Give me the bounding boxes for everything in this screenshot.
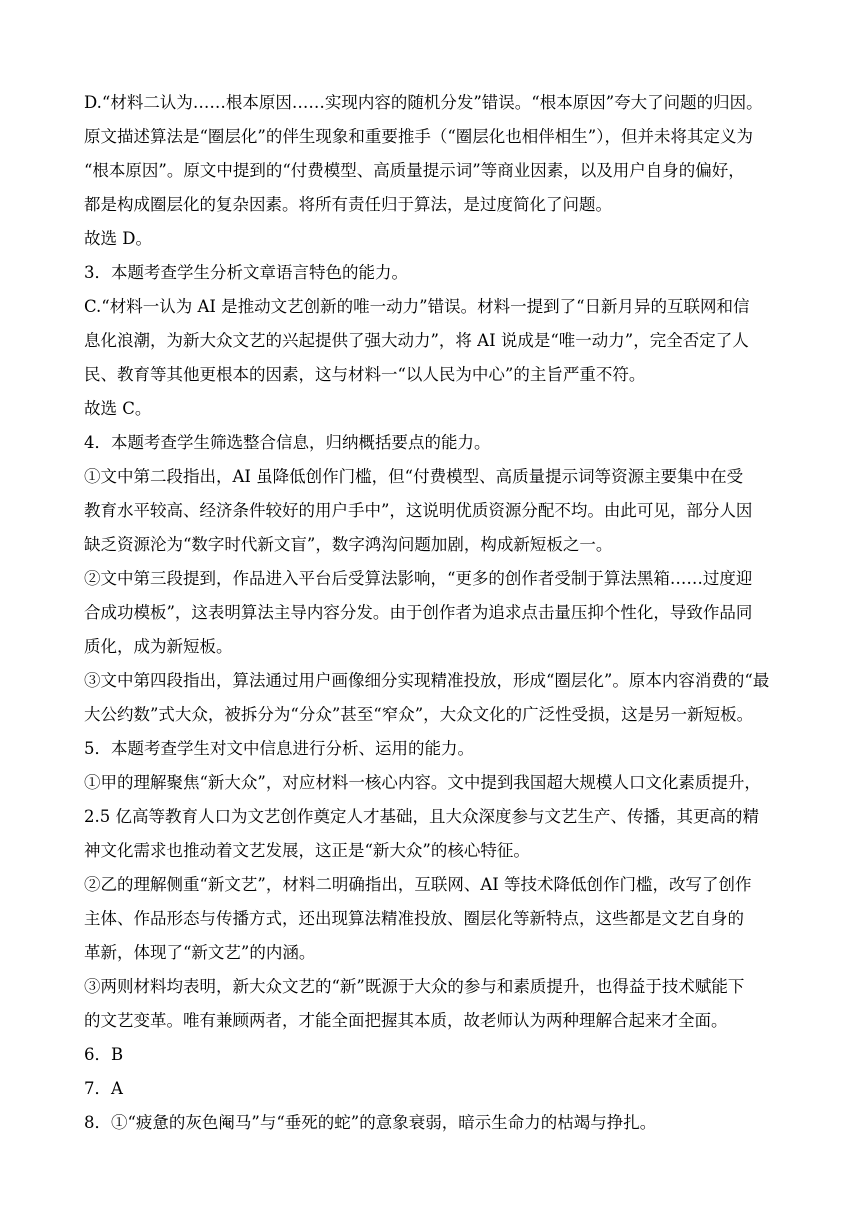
text-line: 2.5 亿高等教育人口为文艺创作奠定人才基础，且大众深度参与文艺生产、传播，其更高的精 xyxy=(84,807,759,826)
text-line: 故选 C。 xyxy=(84,399,152,418)
text-line: 民、教育等其他更根本的因素，这与材料一“以人民为中心”的主旨严重不符。 xyxy=(84,365,646,384)
text-line: 的文艺变革。唯有兼顾两者，才能全面把握其本质，故老师认为两种理解合起来才全面。 xyxy=(84,1011,728,1030)
text-line: 革新，体现了“新文艺”的内涵。 xyxy=(84,943,316,962)
text-line: 原文描述算法是“圈层化”的伴生现象和重要推手（“圈层化也相伴相生”），但并未将其定义为 xyxy=(84,127,753,146)
text-line: C.“材料一认为 AI 是推动文艺创新的唯一动力”错误。材料一提到了“日新月异的互联网和信 xyxy=(84,297,750,316)
text-line: 7．A xyxy=(84,1079,123,1098)
text-line: 都是构成圈层化的复杂因素。将所有责任归于算法，是过度简化了问题。 xyxy=(84,195,612,214)
text-line: “根本原因”。原文中提到的“付费模型、高质量提示词”等商业因素，以及用户自身的偏好， xyxy=(84,161,745,180)
text-line: 大公约数”式大众，被拆分为“分众”甚至“窄众”，大众文化的广泛性受损，这是另一新短板。 xyxy=(84,705,754,724)
text-line: ①文中第二段指出，AI 虽降低创作门槛，但“付费模型、高质量提示词等资源主要集中在受 xyxy=(84,467,744,486)
text-line: 5．本题考查学生对文中信息进行分析、运用的能力。 xyxy=(84,739,474,758)
text-line: 6．B xyxy=(84,1045,124,1064)
text-line: 主体、作品形态与传播方式，还出现算法精准投放、圈层化等新特点，这些都是文艺自身的 xyxy=(84,909,744,928)
text-line: 4．本题考查学生筛选整合信息，归纳概括要点的能力。 xyxy=(84,433,491,452)
text-line: 教育水平较高、经济条件较好的用户手中”，这说明优质资源分配不均。由此可见，部分人因 xyxy=(84,501,753,520)
text-line: 神文化需求也推动着文艺发展，这正是“新大众”的核心特征。 xyxy=(84,841,530,860)
text-line: 3．本题考查学生分析文章语言特色的能力。 xyxy=(84,263,408,282)
text-line: ①甲的理解聚焦“新大众”，对应材料一核心内容。文中提到我国超大规模人口文化素质提升， xyxy=(84,773,761,792)
text-line: 质化，成为新短板。 xyxy=(84,637,233,656)
text-line: 合成功模板”，这表明算法主导内容分发。由于创作者为追求点击量压抑个性化，导致作品同 xyxy=(84,603,753,622)
text-line: D.“材料二认为……根本原因……实现内容的随机分发”错误。“根本原因”夸大了问题的归因。 xyxy=(84,93,763,112)
text-line: ②文中第三段提到，作品进入平台后受算法影响，“更多的创作者受制于算法黑箱……过度迎 xyxy=(84,569,753,588)
text-line: ②乙的理解侧重“新文艺”，材料二明确指出，互联网、AI 等技术降低创作门槛，改写了创作 xyxy=(84,875,752,894)
text-line: 息化浪潮，为新大众文艺的兴起提供了强大动力”，将 AI 说成是“唯一动力”，完全否定了人 xyxy=(84,331,749,350)
text-line: 8．①“疲惫的灰色阉马”与“垂死的蛇”的意象衰弱，暗示生命力的枯竭与挣扎。 xyxy=(84,1113,657,1132)
text-line: ③文中第四段指出，算法通过用户画像细分实现精准投放，形成“圈层化”。原本内容消费的“最 xyxy=(84,671,770,690)
text-line: ③两则材料均表明，新大众文艺的“新”既源于大众的参与和素质提升，也得益于技术赋能下 xyxy=(84,977,745,996)
text-line: 缺乏资源沦为“数字时代新文盲”，数字鸿沟问题加剧，构成新短板之一。 xyxy=(84,535,613,554)
text-line: 故选 D。 xyxy=(84,229,152,248)
